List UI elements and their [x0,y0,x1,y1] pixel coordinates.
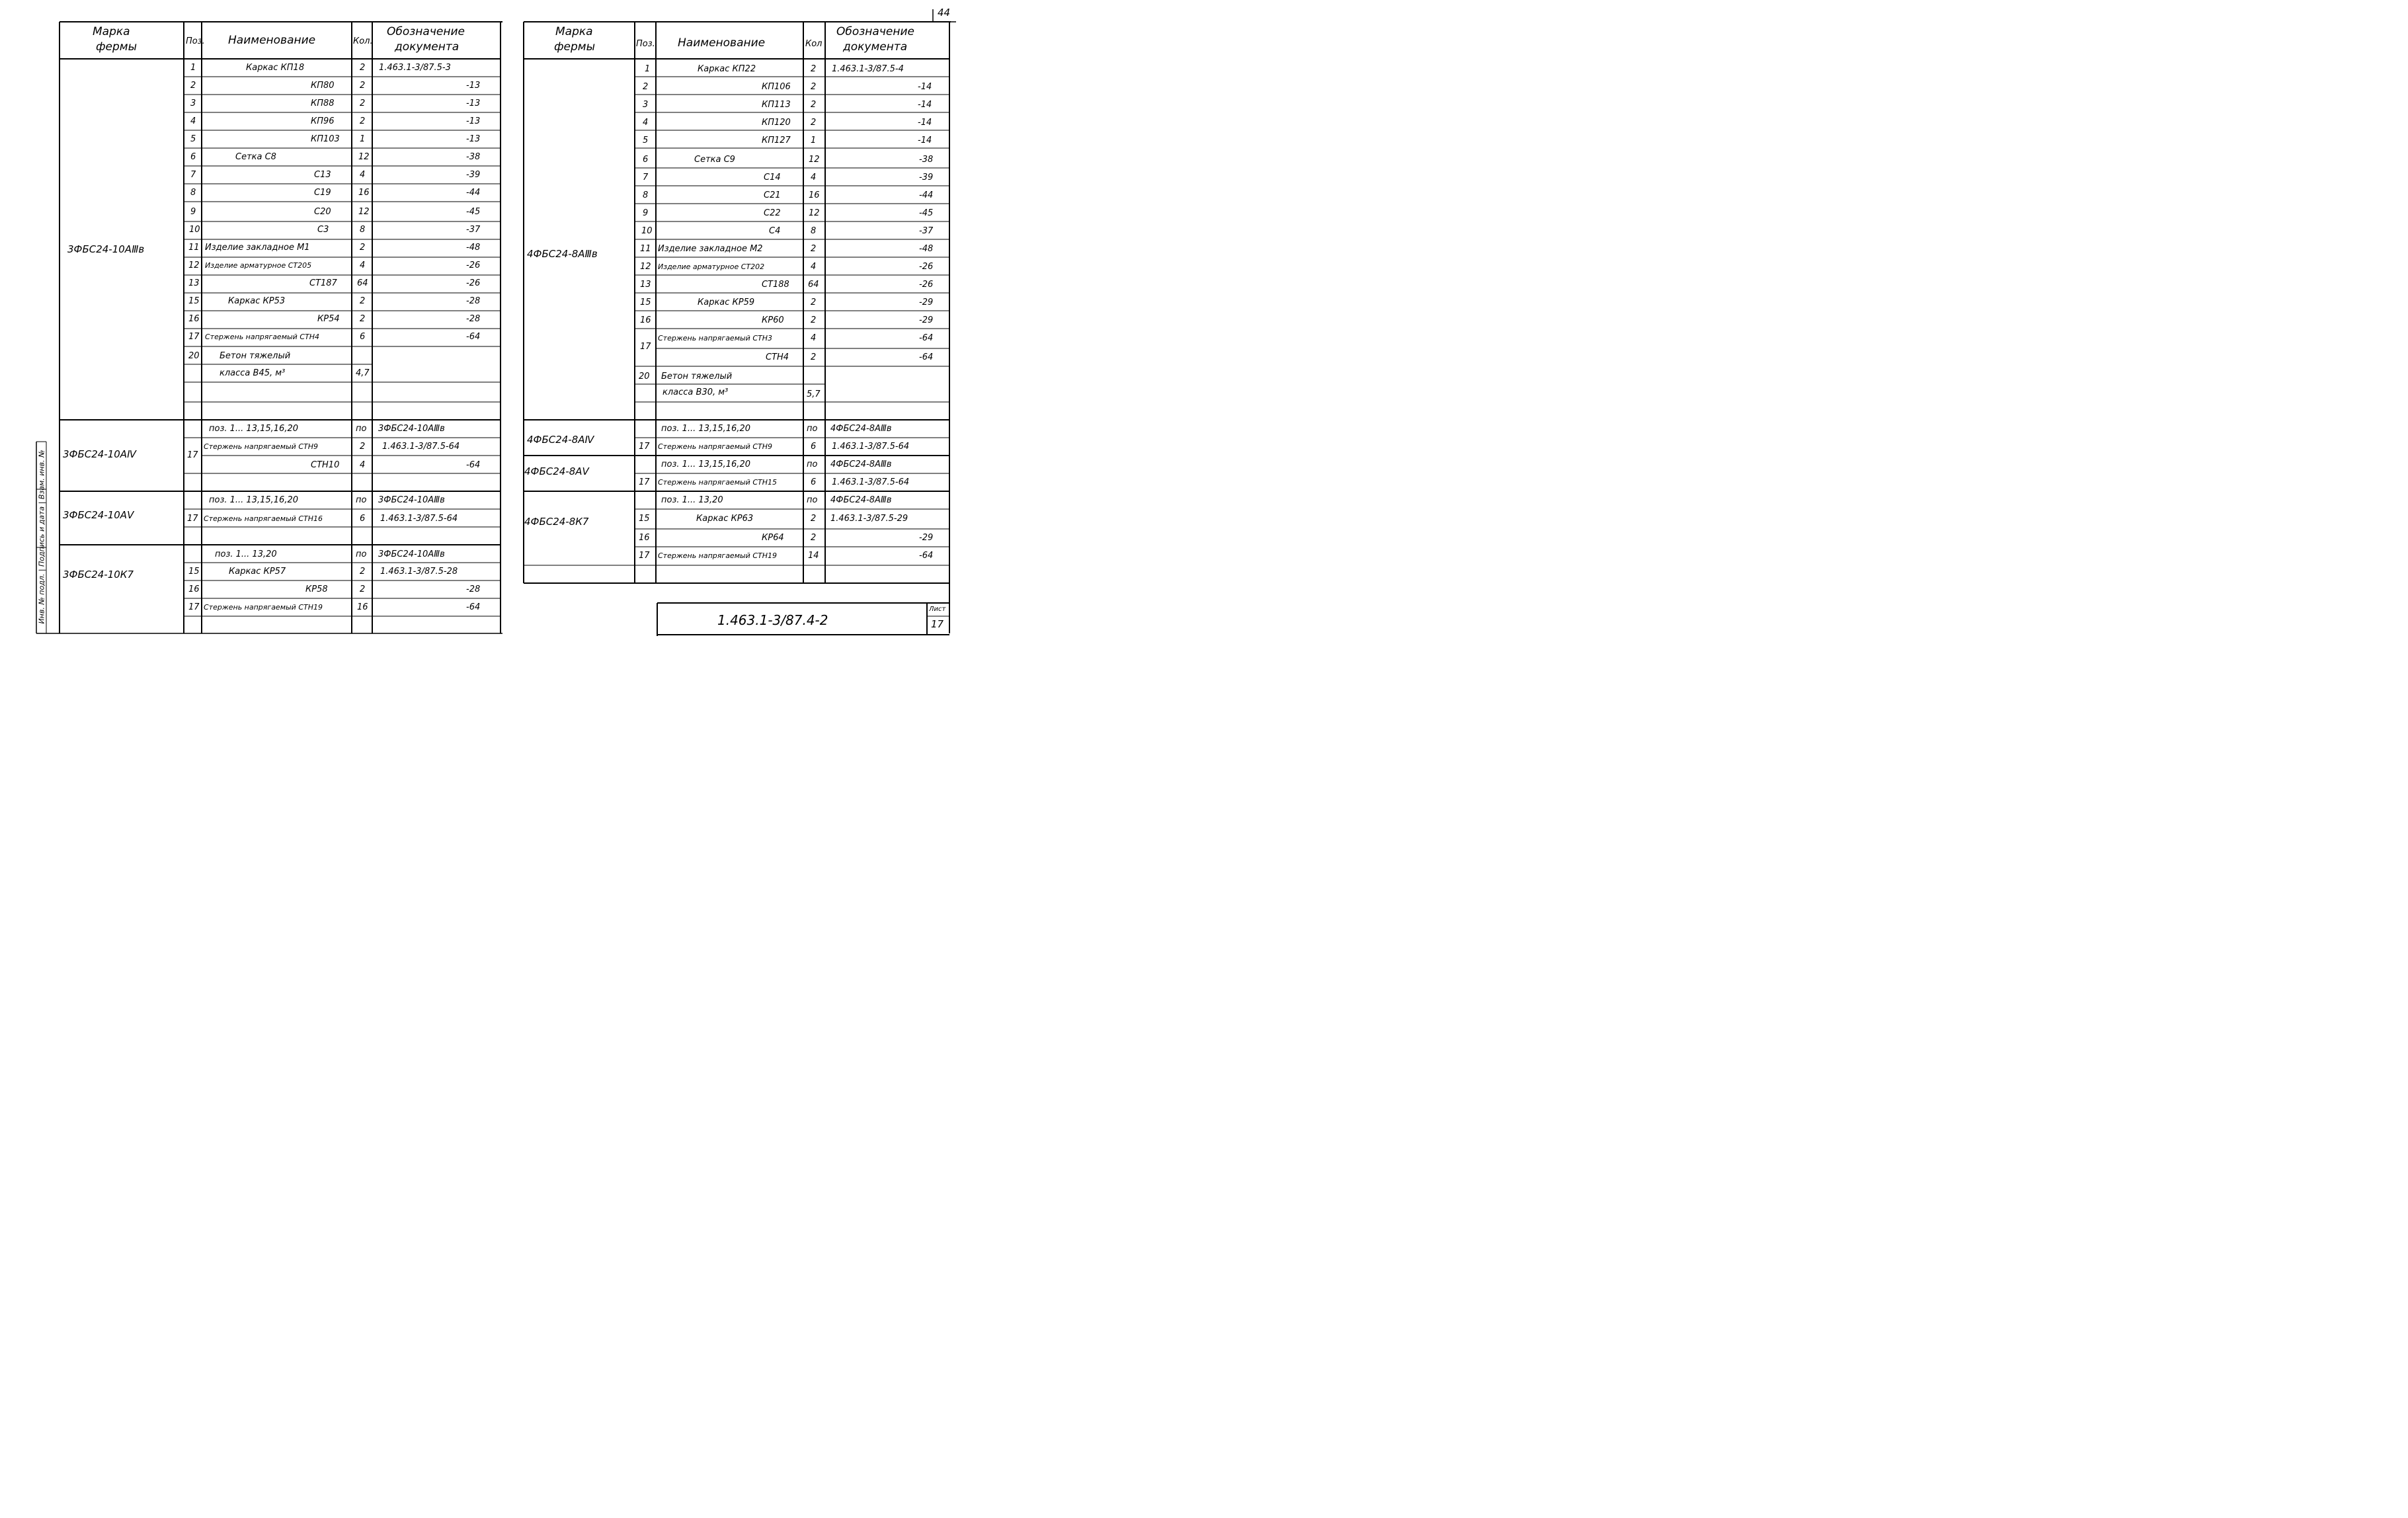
left-group-row-name: поз. 1... 13,15,16,20 [209,495,298,505]
left-row-kol: 2 [360,99,366,108]
right-header-doc-line1: Обозначение [836,25,914,38]
left-header-doc-line2: документа [395,40,460,54]
left-row-kol: 64 [357,278,368,288]
right-group-row-doc: -64 [919,551,934,561]
right-row-name: класса В30, м³ [662,387,729,397]
right-row-name: С21 [764,190,781,200]
right-row-poz: 13 [640,280,651,290]
right-row-poz: 10 [641,226,653,236]
right-main-mark: 4ФБС24-8АⅢв [527,248,598,260]
right-group-row-poz: 16 [639,533,650,543]
left-group-row-kol: 6 [360,514,366,524]
right-row-name: С4 [769,226,781,236]
left-row-doc: -13 [466,116,481,126]
left-row-kol: 6 [360,332,366,342]
right-row-name: КП127 [762,136,791,145]
right-header-name: Наименование [678,36,766,50]
left-row-doc: -13 [466,81,481,91]
left-group-row-name: Стержень напрягаемый СТН16 [204,514,323,523]
left-row-kol: 12 [358,152,370,162]
left-row-doc: -26 [466,260,481,270]
page-number: 44 [938,7,951,19]
right-row-kol: 2 [811,244,817,254]
right-row-doc: -14 [918,100,932,110]
right-header-poz: Поз. [636,39,655,49]
left-row-name: С19 [314,188,331,198]
left-row-name: Каркас КР53 [228,296,286,306]
right-row-name: Изделие закладное М2 [658,244,763,254]
left-row-kol: 4 [360,170,366,180]
right-group-row-doc: -29 [919,533,934,543]
left-row-kol: 4,7 [356,368,370,378]
right-row-name: КП120 [762,118,791,128]
right-row-kol: 2 [811,64,817,74]
right-group-row-poz: 17 [639,551,650,561]
left-group-row-doc: -64 [466,460,481,470]
left-group-row-doc: 1.463.1-3/87.5-28 [380,567,458,577]
left-row-name: Бетон тяжелый [220,351,291,361]
left-group-row-doc: -64 [466,602,481,612]
stamp-doc-code: 1.463.1-3/87.4-2 [717,612,828,628]
right-row-doc: -64 [919,333,934,343]
right-row-poz: 15 [640,298,651,307]
left-row-doc: -28 [466,314,481,324]
side-stamp: Инв. № подл. | Подпись и дата | Взам. инв. № [37,450,46,624]
left-row-name: Сетка С8 [235,152,276,162]
right-group-row-name: КР64 [762,533,784,543]
right-group-row-name: Стержень напрягаемый СТН15 [658,478,777,487]
left-group-row-poz: 17 [187,514,198,524]
left-row-kol: 2 [360,116,366,126]
left-group-row-name: СТН10 [311,460,340,470]
left-row-kol: 1 [360,134,366,144]
left-row-poz: 16 [188,314,200,324]
left-row-doc: -26 [466,278,481,288]
right-group-mark: 4ФБС24-8АⅣ [527,434,594,446]
right-row-poz: 9 [643,208,649,218]
left-row-name: КР54 [317,314,340,324]
stamp-sheet-number: 17 [931,618,944,630]
left-row-poz: 5 [190,134,196,144]
left-row-kol: 8 [360,225,366,235]
right-group-row-kol: по [807,459,818,469]
left-row-poz: 6 [190,152,196,162]
left-row-doc: -38 [466,152,481,162]
left-row-name: Изделие арматурное СТ205 [205,261,312,270]
right-row-name: КП106 [762,82,791,92]
right-row-kol: 1 [811,136,817,145]
right-row-doc: -26 [919,280,934,290]
right-row-poz: 11 [640,244,651,254]
left-main-mark: 3ФБС24-10АⅢв [67,243,145,255]
right-group-row-kol: 6 [811,477,817,487]
left-group-mark: 3ФБС24-10АⅤ [63,509,134,521]
left-row-name: класса В45, м³ [220,368,286,378]
right-group-mark: 4ФБС24-8К7 [524,516,589,528]
left-row-poz: 3 [190,99,196,108]
left-row-kol: 4 [360,260,366,270]
left-row-kol: 2 [360,243,366,253]
left-row-kol: 12 [358,207,370,217]
right-row-doc: -29 [919,315,934,325]
left-header-marka-line2: фермы [96,40,138,54]
left-group-row-poz: 17 [187,450,198,460]
right-row-name: С14 [764,173,781,182]
right-row-kol: 4 [811,333,817,343]
right-header-marka-line2: фермы [554,40,596,54]
right-row-kol: 4 [811,262,817,272]
right-row-poz: 8 [643,190,649,200]
right-row-name: СТН4 [766,352,789,362]
right-row-poz: 1 [645,64,651,74]
right-row-kol: 2 [811,82,817,92]
left-row-poz: 15 [188,296,200,306]
right-row-kol: 64 [808,280,819,290]
right-row-poz: 4 [643,118,649,128]
left-group-mark: 3ФБС24-10К7 [63,569,134,580]
right-header-marka-line1: Марка [555,25,593,38]
right-group-row-name: поз. 1... 13,15,16,20 [661,459,750,469]
right-row-doc: -48 [919,244,934,254]
left-header-marka-line1: Марка [93,25,130,38]
right-row-kol: 2 [811,298,817,307]
left-group-row-kol: по [356,495,367,505]
left-group-row-name: КР58 [305,584,328,594]
right-row-name: Изделие арматурное СТ202 [658,262,765,271]
left-row-kol: 2 [360,314,366,324]
left-row-poz: 10 [189,225,200,235]
left-row-doc: 1.463.1-3/87.5-3 [379,63,451,73]
right-row-kol: 2 [811,118,817,128]
left-group-row-kol: 2 [360,567,366,577]
left-row-doc: -13 [466,99,481,108]
right-group-row-doc: 4ФБС24-8АⅢв [830,424,892,434]
right-row-kol: 2 [811,352,817,362]
table-grid [0,0,1037,653]
right-row-name: Каркас КР59 [698,298,755,307]
right-row-doc: -38 [919,155,934,165]
right-group-row-kol: по [807,495,818,505]
right-row-doc: -26 [919,262,934,272]
left-row-poz: 13 [188,278,200,288]
left-group-row-doc: 3ФБС24-10АⅢв [378,495,445,505]
left-group-row-name: поз. 1... 13,20 [215,549,277,559]
left-group-mark: 3ФБС24-10АⅣ [63,448,136,460]
right-group-row-name: поз. 1... 13,20 [661,495,723,505]
left-group-row-doc: -28 [466,584,481,594]
left-header-name: Наименование [228,34,316,47]
left-row-name: КП96 [311,116,335,126]
right-row-name: Бетон тяжелый [661,372,733,381]
right-row-doc: -44 [919,190,934,200]
left-header-poz: Поз. [186,36,205,46]
left-row-doc: -39 [466,170,481,180]
right-group-mark: 4ФБС24-8АⅤ [524,465,589,477]
left-row-poz: 7 [190,170,196,180]
left-row-name: КП103 [311,134,340,144]
right-row-doc: 1.463.1-3/87.5-4 [832,64,904,74]
left-row-name: КП80 [311,81,335,91]
right-group-row-poz: 17 [639,442,650,452]
left-row-kol: 16 [358,188,370,198]
right-group-row-name: Каркас КР63 [696,514,754,524]
left-row-name: С3 [317,225,329,235]
left-group-row-kol: 16 [357,602,368,612]
right-row-kol: 8 [811,226,817,236]
right-row-doc: -37 [919,226,934,236]
right-group-row-poz: 17 [639,477,650,487]
left-group-row-kol: по [356,424,367,434]
right-row-doc: -14 [918,118,932,128]
left-row-doc: -45 [466,207,481,217]
left-row-doc: -44 [466,188,481,198]
right-row-name: КП113 [762,100,791,110]
left-row-poz: 11 [188,243,200,253]
left-header-doc-line1: Обозначение [387,25,465,38]
right-row-doc: -64 [919,352,934,362]
left-row-poz: 9 [190,207,196,217]
right-header-kol: Кол [805,39,823,49]
left-header-kol: Кол. [353,36,373,46]
left-row-poz: 20 [188,351,200,361]
right-row-name: Стержень напрягаемый СТН3 [658,334,772,342]
left-row-name: Каркас КП18 [246,63,305,73]
left-row-poz: 2 [190,81,196,91]
left-row-poz: 17 [188,332,200,342]
left-group-row-doc: 1.463.1-3/87.5-64 [382,442,460,452]
right-group-row-doc: 1.463.1-3/87.5-64 [832,477,910,487]
left-row-name: КП88 [311,99,335,108]
left-group-row-poz: 16 [188,584,200,594]
right-group-row-doc: 1.463.1-3/87.5-64 [832,442,910,452]
left-group-row-kol: по [356,549,367,559]
right-group-row-kol: по [807,424,818,434]
right-row-poz: 6 [643,155,649,165]
left-row-name: С20 [314,207,331,217]
right-row-kol: 12 [809,155,820,165]
right-group-row-name: Стержень напрягаемый СТН19 [658,551,777,560]
left-row-doc: -28 [466,296,481,306]
right-group-row-poz: 15 [639,514,650,524]
right-row-poz: 12 [640,262,651,272]
right-group-row-kol: 14 [808,551,819,561]
left-group-row-kol: 2 [360,584,366,594]
right-group-row-name: поз. 1... 13,15,16,20 [661,424,750,434]
right-group-row-kol: 6 [811,442,817,452]
right-group-row-kol: 2 [811,533,817,543]
right-row-kol: 4 [811,173,817,182]
right-row-poz: 17 [640,342,651,352]
right-row-doc: -29 [919,298,934,307]
left-row-name: СТ187 [309,278,337,288]
left-group-row-doc: 3ФБС24-10АⅢв [378,549,445,559]
right-row-poz: 2 [643,82,649,92]
right-row-name: СТ188 [762,280,789,290]
left-row-kol: 2 [360,296,366,306]
right-row-doc: -14 [918,82,932,92]
left-group-row-name: поз. 1... 13,15,16,20 [209,424,298,434]
right-group-row-name: Стержень напрягаемый СТН9 [658,442,772,451]
left-row-doc: -37 [466,225,481,235]
left-row-kol: 2 [360,81,366,91]
left-row-kol: 2 [360,63,366,73]
left-row-poz: 12 [188,260,200,270]
right-row-kol: 12 [809,208,820,218]
left-row-name: Стержень напрягаемый СТН4 [205,333,319,341]
right-row-doc: -39 [919,173,934,182]
right-row-doc: -14 [918,136,932,145]
left-group-row-doc: 3ФБС24-10АⅢв [378,424,445,434]
left-row-poz: 4 [190,116,196,126]
left-row-doc: -64 [466,332,481,342]
right-header-doc-line2: документа [843,40,908,54]
left-row-doc: -48 [466,243,481,253]
right-row-doc: -45 [919,208,934,218]
right-row-name: Сетка С9 [694,155,735,165]
right-group-row-doc: 4ФБС24-8АⅢв [830,459,892,469]
right-row-name: Каркас КП22 [698,64,756,74]
left-group-row-name: Стержень напрягаемый СТН9 [204,442,318,451]
left-group-row-doc: 1.463.1-3/87.5-64 [380,514,458,524]
left-row-poz: 8 [190,188,196,198]
right-row-kol: 2 [811,100,817,110]
left-group-row-name: Каркас КР57 [229,567,286,577]
left-group-row-name: Стержень напрягаемый СТН19 [204,603,323,612]
right-group-row-doc: 4ФБС24-8АⅢв [830,495,892,505]
left-row-doc: -13 [466,134,481,144]
right-group-row-doc: 1.463.1-3/87.5-29 [830,514,908,524]
left-row-name: Изделие закладное М1 [205,243,310,253]
right-row-name: С22 [764,208,781,218]
right-row-kol: 16 [809,190,820,200]
right-row-poz: 20 [639,372,650,381]
right-row-poz: 5 [643,136,649,145]
left-group-row-poz: 15 [188,567,200,577]
right-row-name: КР60 [762,315,784,325]
right-group-row-kol: 2 [811,514,817,524]
left-group-row-kol: 4 [360,460,366,470]
right-row-poz: 3 [643,100,649,110]
right-row-poz: 7 [643,173,649,182]
right-row-poz: 16 [640,315,651,325]
left-group-row-kol: 2 [360,442,366,452]
left-row-name: С13 [314,170,331,180]
left-group-row-poz: 17 [188,602,200,612]
stamp-sheet-label: Лист [929,606,946,613]
right-row-kol: 2 [811,315,817,325]
right-row-kol: 5,7 [807,389,821,399]
left-row-poz: 1 [190,63,196,73]
